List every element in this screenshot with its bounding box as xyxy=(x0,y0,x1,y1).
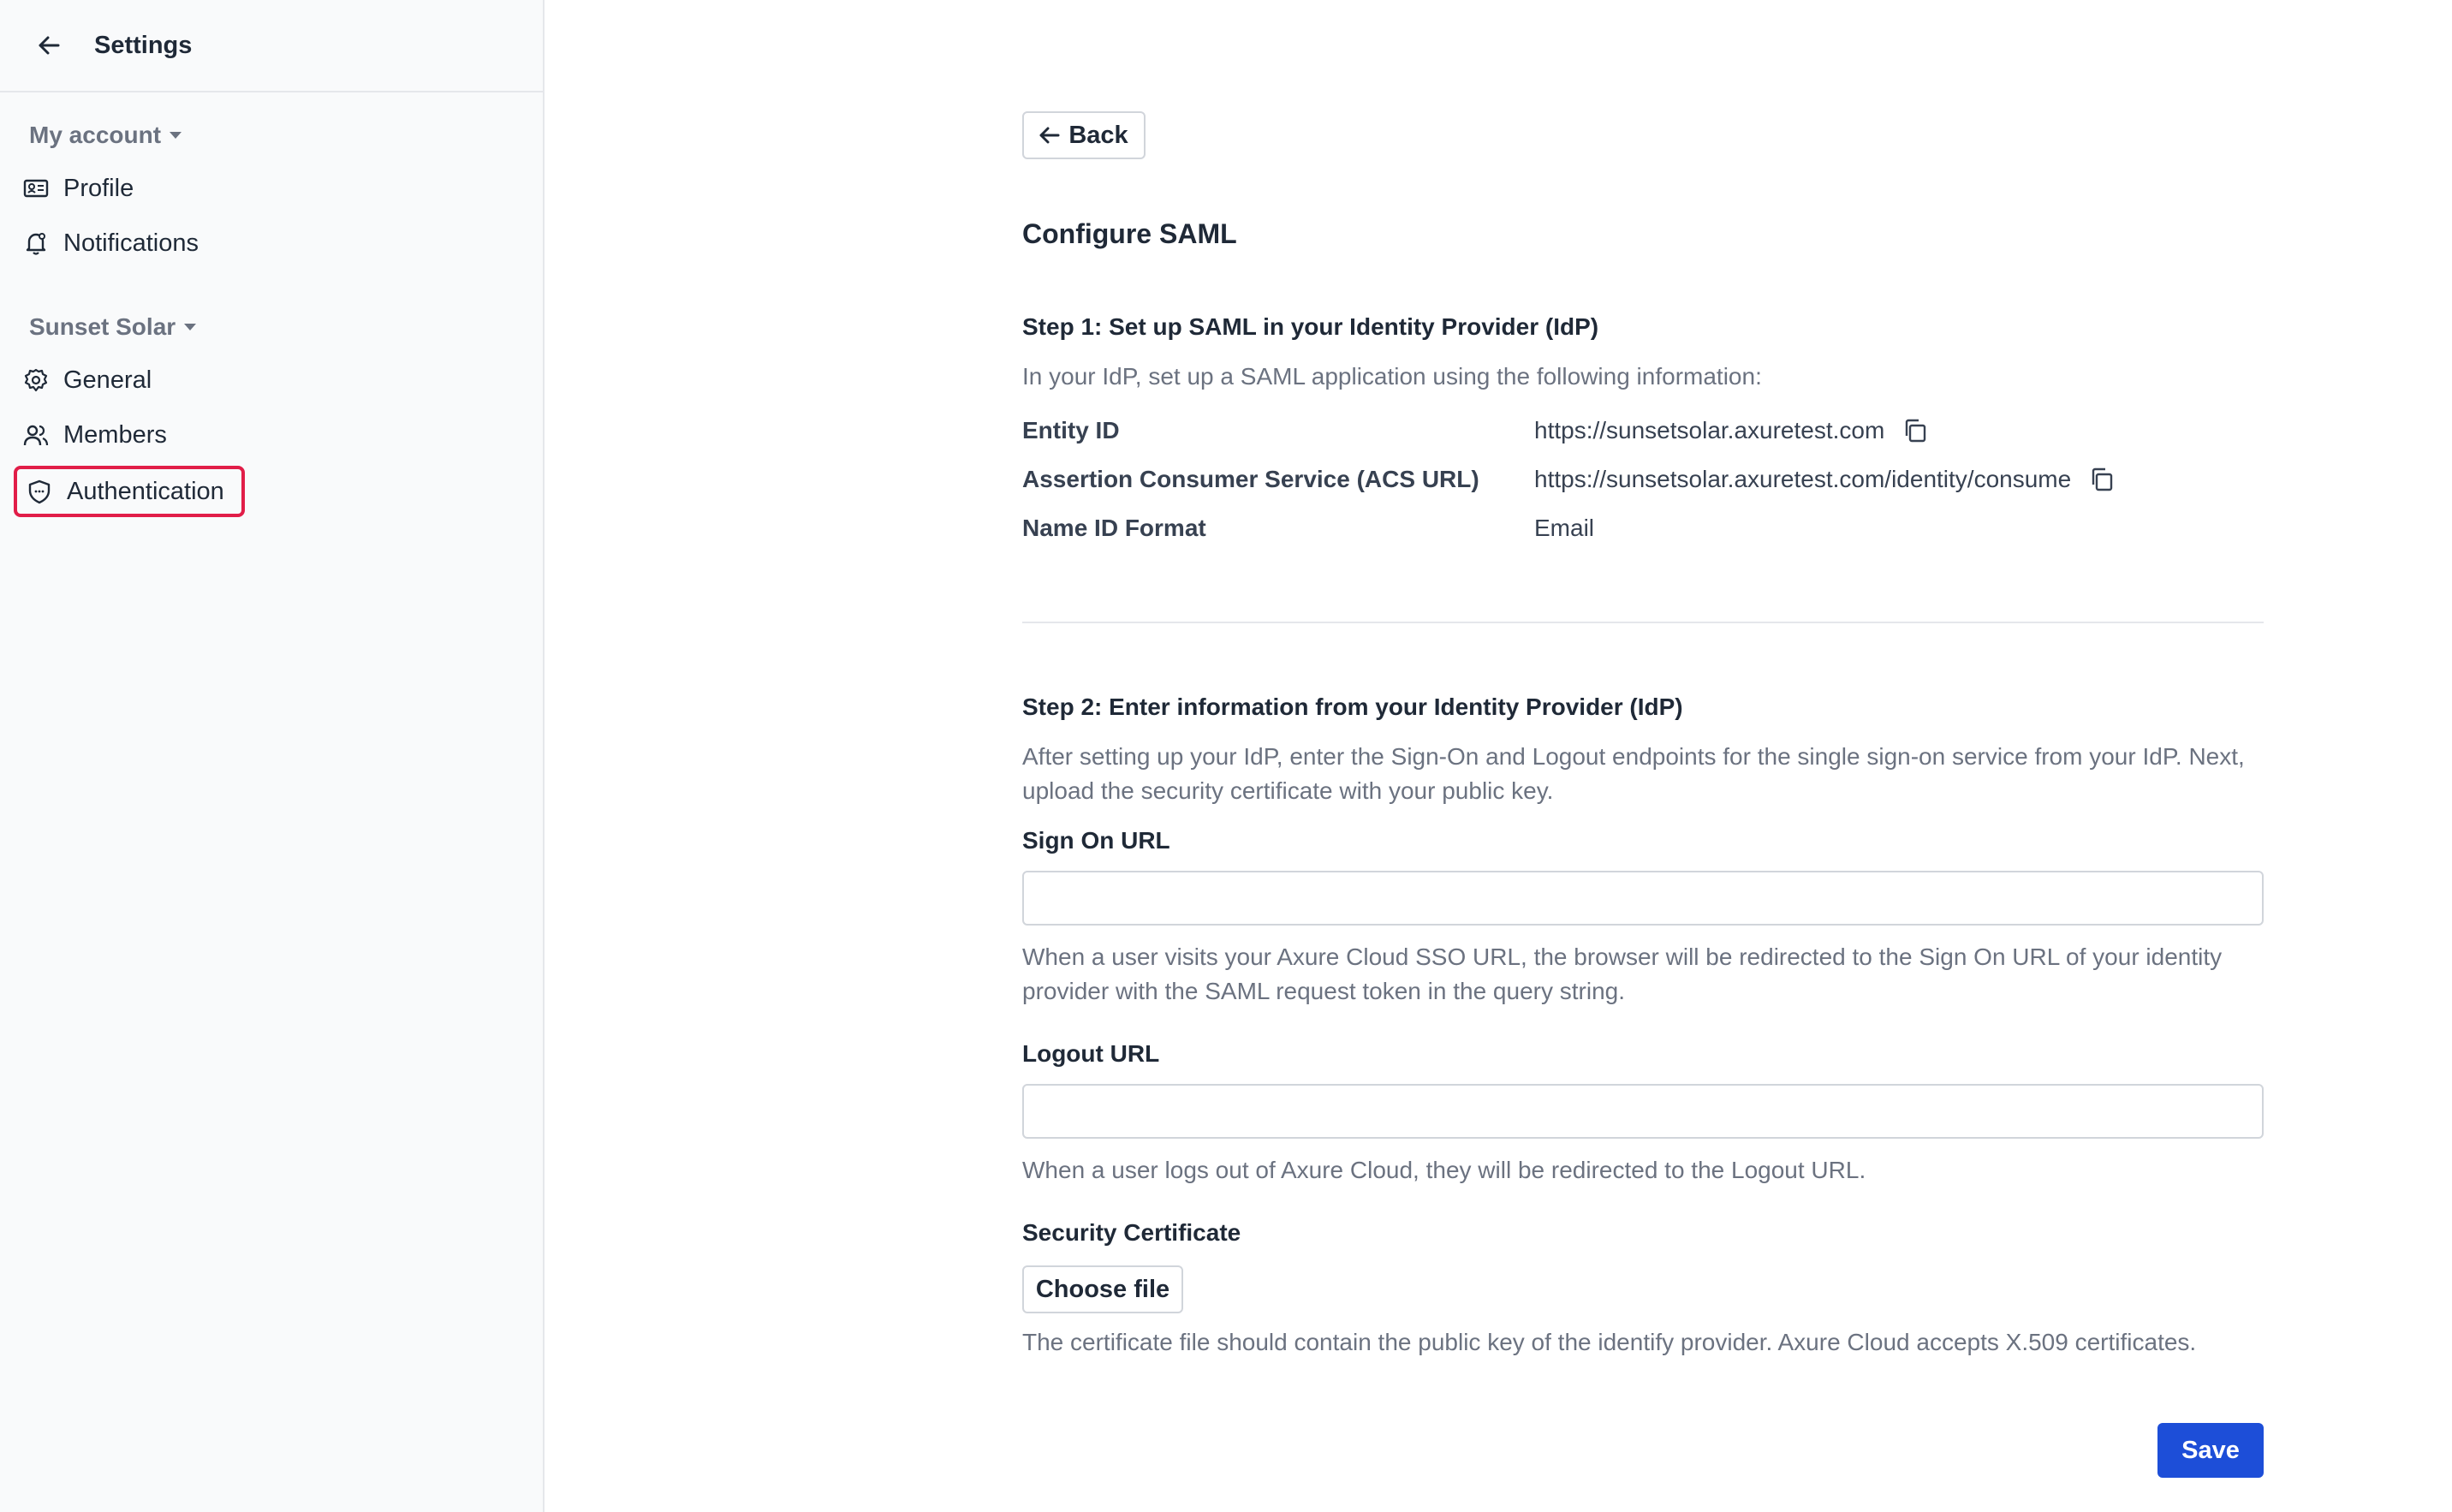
sidebar-title: Settings xyxy=(94,31,193,59)
step2-description: After setting up your IdP, enter the Sign-On and Logout endpoints for the single sign-on service from your IdP. Next, upload the security certificate with your public key. xyxy=(1022,743,2245,804)
security-certificate-label: Security Certificate xyxy=(1022,1219,1241,1246)
users-icon xyxy=(22,421,50,449)
name-id-format-label: Name ID Format xyxy=(1022,515,1206,541)
acs-url-label: Assertion Consumer Service (ACS URL) xyxy=(1022,466,1479,492)
section-divider xyxy=(1022,622,2264,623)
sidebar-item-label: Members xyxy=(63,420,167,449)
entity-id-label: Entity ID xyxy=(1022,417,1120,443)
entity-id-text: https://sunsetsolar.axuretest.com xyxy=(1534,417,1885,443)
sidebar-item-label: General xyxy=(63,366,152,394)
sign-on-url-help: When a user visits your Axure Cloud SSO URL, the browser will be redirected to the Sign On URL of your identity provider with the SAML request token in the query string. xyxy=(1022,944,2223,1004)
sidebar-item-general[interactable] xyxy=(0,353,152,408)
section-label: Sunset Solar xyxy=(29,313,176,340)
caret-down-icon xyxy=(184,324,196,330)
back-arrow-icon[interactable] xyxy=(34,31,63,60)
step1-description: In your IdP, set up a SAML application using the following information: xyxy=(1022,363,1762,390)
section-my-account[interactable] xyxy=(0,120,182,151)
step2-heading: Step 2: Enter information from your Identity Provider (IdP) xyxy=(1022,693,1683,720)
page-title: Configure SAML xyxy=(1022,218,1237,249)
sidebar-item-authentication[interactable] xyxy=(14,466,245,517)
logout-url-label: Logout URL xyxy=(1022,1040,1160,1067)
sidebar-item-label: Notifications xyxy=(63,229,199,257)
sidebar-item-members[interactable] xyxy=(0,408,167,462)
save-button[interactable]: Save xyxy=(2157,1423,2264,1478)
back-button[interactable] xyxy=(1022,111,1146,159)
sidebar-item-notifications[interactable] xyxy=(0,216,199,271)
sidebar xyxy=(0,0,545,1512)
sidebar-item-label: Profile xyxy=(63,174,134,202)
section-label: My account xyxy=(29,122,162,148)
logout-url-help: When a user logs out of Axure Cloud, they will be redirected to the Logout URL. xyxy=(1022,1157,1866,1183)
section-sunset-solar[interactable] xyxy=(0,312,196,342)
name-id-format-text: Email xyxy=(1534,515,1595,541)
certificate-help: The certificate file should contain the public key of the identify provider. Axure Cloud accepts X.509 certificates. xyxy=(1022,1329,2197,1355)
entity-id-value xyxy=(1534,417,1929,444)
name-id-format-value xyxy=(1534,515,1594,542)
sign-on-url-label: Sign On URL xyxy=(1022,827,1170,854)
copy-icon[interactable] xyxy=(2088,466,2116,493)
acs-url-value xyxy=(1534,466,2116,493)
sidebar-header xyxy=(0,0,543,92)
gear-icon xyxy=(22,366,50,394)
arrow-left-icon xyxy=(1039,127,1060,144)
bell-icon xyxy=(22,229,50,257)
back-button-label: Back xyxy=(1068,121,1128,149)
sidebar-item-label: Authentication xyxy=(67,477,224,505)
logout-url-input[interactable] xyxy=(1022,1084,2264,1139)
step1-heading: Step 1: Set up SAML in your Identity Provider (IdP) xyxy=(1022,313,1599,340)
copy-icon[interactable] xyxy=(1901,417,1929,444)
caret-down-icon xyxy=(170,132,182,139)
sign-on-url-input[interactable] xyxy=(1022,871,2264,926)
id-card-icon xyxy=(22,175,50,202)
sidebar-item-profile[interactable] xyxy=(0,161,134,216)
acs-url-text: https://sunsetsolar.axuretest.com/identity/consume xyxy=(1534,466,2072,492)
choose-file-button[interactable]: Choose file xyxy=(1022,1265,1183,1313)
shield-icon xyxy=(26,478,53,505)
